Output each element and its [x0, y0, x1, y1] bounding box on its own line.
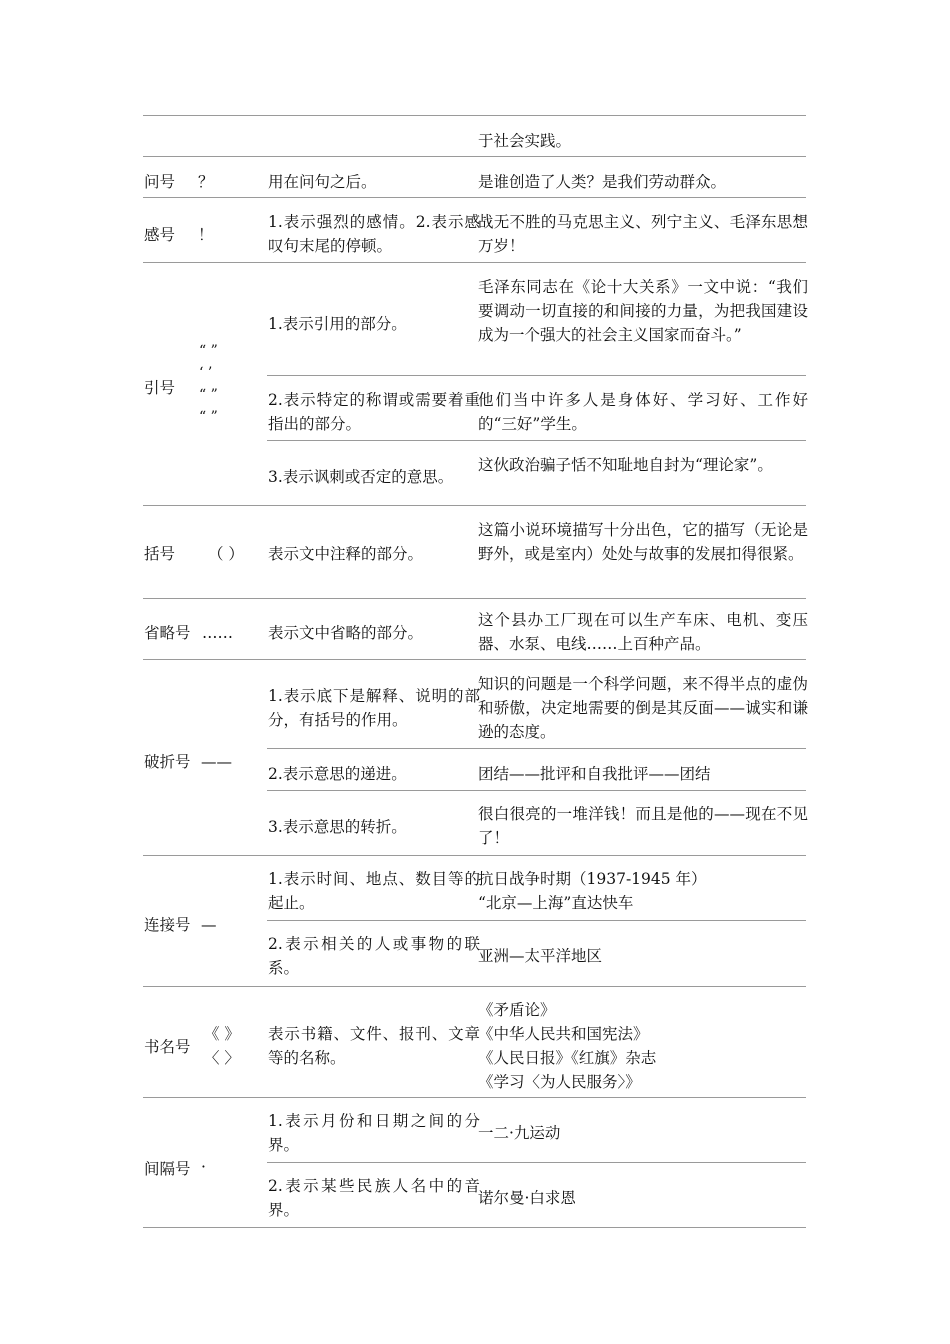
table-rule [143, 855, 806, 856]
example-text: 这个县办工厂现在可以生产车床、电机、变压器、水泵、电线……上百种产品。 [478, 611, 808, 653]
table-rule [267, 440, 806, 441]
example-text: 诺尔曼·白求恩 [478, 1189, 576, 1207]
example-text: 毛泽东同志在《论十大关系》一文中说：“我们要调动一切直接的和间接的力量，为把我国建设成为一个强大的社会主义国家而奋斗。” [478, 278, 808, 344]
table-rule [267, 375, 806, 376]
mark-symbol: （ ） [208, 545, 244, 563]
example-text: 他们当中许多人是身体好、学习好、工作好的“三好”学生。 [478, 391, 808, 433]
usage-text: 表示文中省略的部分。 [268, 624, 424, 642]
mark-symbol: —— [201, 753, 232, 771]
example-text: 是谁创造了人类？是我们劳动群众。 [478, 173, 727, 191]
mark-symbol: “ ” [199, 343, 218, 359]
example-text: 一二·九运动 [478, 1124, 561, 1142]
usage-text: 2.表示特定的称谓或需要着重指出的部分。 [268, 391, 480, 433]
usage-text: 表示书籍、文件、报刊、文章等的名称。 [268, 1025, 480, 1067]
mark-symbol: …… [202, 624, 233, 642]
table-rule [143, 986, 806, 987]
example-text: “北京—上海”直达快车 [478, 894, 634, 912]
example-text: 这伙政治骗子恬不知耻地自封为“理论家”。 [478, 456, 773, 474]
example-text: 《学习〈为人民服务〉》 [478, 1073, 641, 1091]
mark-name: 感号 [144, 226, 176, 244]
mark-symbol: ‘ ’ [199, 365, 213, 381]
mark-name: 问号 [144, 173, 176, 191]
table-rule [143, 262, 806, 263]
mark-symbol: ？ [198, 173, 214, 191]
mark-name: 连接号 [144, 916, 191, 934]
table-rule [143, 197, 806, 198]
mark-symbol: — [201, 916, 217, 934]
usage-text: 1.表示底下是解释、说明的部分，有括号的作用。 [268, 687, 480, 729]
mark-symbol: “ ” [199, 409, 218, 425]
mark-name: 括号 [144, 545, 176, 563]
table-rule [267, 748, 806, 749]
mark-name: 间隔号 [144, 1160, 191, 1178]
usage-text: 1.表示强烈的感情。2.表示感叹句末尾的停顿。 [268, 213, 480, 255]
example-text: 《中华人民共和国宪法》 [478, 1025, 649, 1043]
table-rule [143, 659, 806, 660]
example-text: 团结——批评和自我批评——团结 [478, 765, 711, 783]
usage-text: 2.表示某些民族人名中的音界。 [268, 1177, 480, 1219]
table-rule [143, 1097, 806, 1098]
mark-symbol: ！ [198, 226, 214, 244]
table-rule [143, 1227, 806, 1228]
mark-symbol: 〈 〉 [204, 1049, 240, 1067]
usage-text: 3.表示意思的转折。 [268, 818, 407, 836]
mark-name: 省略号 [144, 624, 191, 642]
example-text: 知识的问题是一个科学问题，来不得半点的虚伪和骄傲，决定地需要的倒是其反面——诚实和谦逊的态度。 [478, 675, 808, 741]
usage-text: 1.表示月份和日期之间的分界。 [268, 1112, 480, 1154]
mark-symbol: · [201, 1158, 206, 1176]
table-rule [143, 598, 806, 599]
mark-name: 引号 [144, 379, 176, 397]
example-text: 很白很亮的一堆洋钱！而且是他的——现在不见了！ [478, 805, 808, 847]
mark-symbol: 《 》 [204, 1025, 240, 1043]
example-text: 于社会实践。 [478, 132, 572, 150]
example-text: 《矛盾论》 [478, 1001, 556, 1019]
table-rule [143, 505, 806, 506]
usage-text: 表示文中注释的部分。 [268, 545, 424, 563]
table-rule [267, 790, 806, 791]
example-text: 亚洲—太平洋地区 [478, 947, 603, 965]
table-rule [267, 920, 806, 921]
usage-text: 2.表示意思的递进。 [268, 765, 407, 783]
example-text: 战无不胜的马克思主义、列宁主义、毛泽东思想万岁！ [478, 213, 808, 255]
usage-text: 1.表示引用的部分。 [268, 315, 407, 333]
usage-text: 1.表示时间、地点、数目等的起止。 [268, 870, 480, 912]
example-text: 这篇小说环境描写十分出色，它的描写（无论是野外，或是室内）处处与故事的发展扣得很紧。 [478, 521, 808, 563]
example-text: 抗日战争时期（1937-1945 年） [478, 870, 707, 888]
mark-symbol: “ ” [199, 387, 218, 403]
mark-name: 书名号 [144, 1038, 191, 1056]
example-text: 《人民日报》《红旗》杂志 [478, 1049, 657, 1067]
usage-text: 3.表示讽刺或否定的意思。 [268, 468, 454, 486]
usage-text: 用在问句之后。 [268, 173, 377, 191]
table-rule [143, 156, 806, 157]
usage-text: 2.表示相关的人或事物的联系。 [268, 935, 480, 977]
mark-name: 破折号 [144, 753, 191, 771]
table-rule [143, 115, 806, 116]
table-rule [267, 1162, 806, 1163]
